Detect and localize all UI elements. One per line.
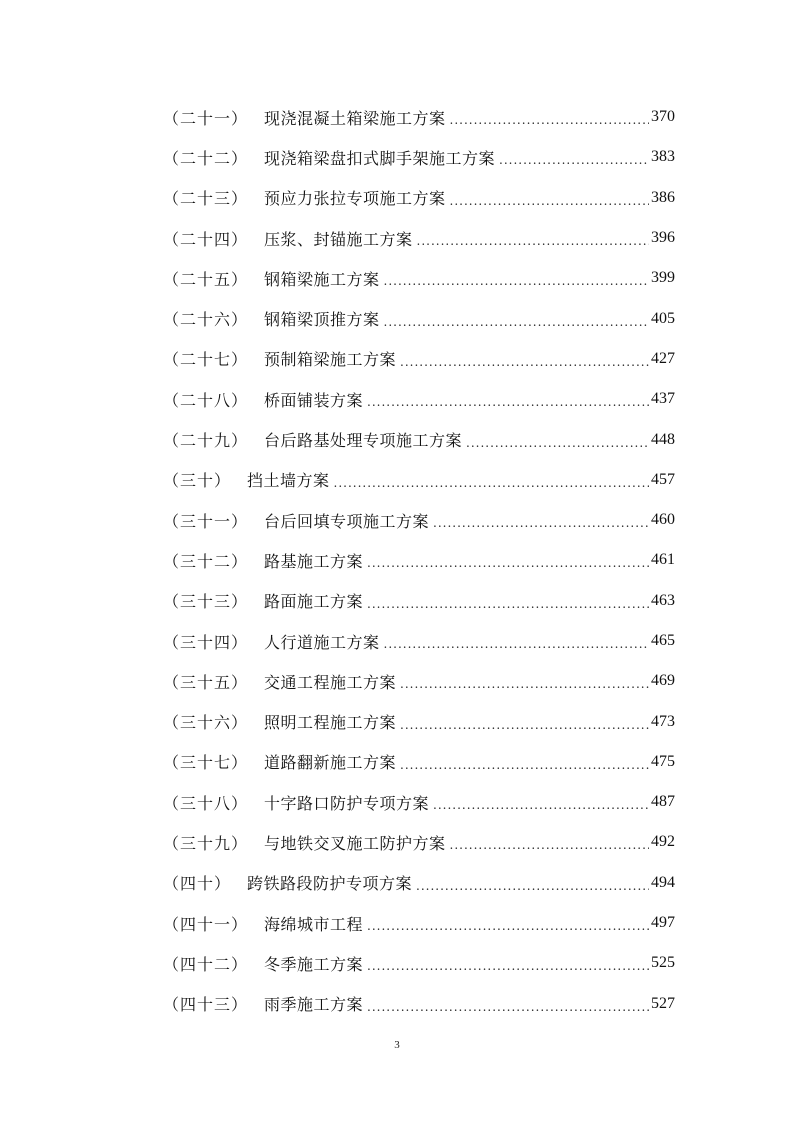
toc-entry[interactable] [163,701,675,741]
toc-entry-title: 路基施工方案 [264,551,364,571]
toc-entry-number: （三十三） [163,592,249,612]
toc-entry-page: 525 [651,954,675,972]
toc-entry-number: （二十一） [163,108,249,128]
page-number: 3 [394,1039,400,1051]
toc-entry-page: 487 [651,793,675,811]
toc-entry[interactable] [163,419,675,459]
toc-entry-number: （三十） [163,471,232,491]
toc-entry-page: 461 [651,551,675,569]
toc-entry-title: 挡土墙方案 [247,471,330,491]
toc-entry-page: 396 [651,229,675,247]
toc-entry[interactable] [163,97,675,137]
toc-leader-dots [334,476,649,490]
toc-entry-title: 钢箱梁施工方案 [264,269,380,289]
toc-entry-page: 427 [651,349,675,367]
table-of-contents [163,97,675,1024]
toc-leader-dots [416,879,649,893]
toc-entry-title: 钢箱梁顶推方案 [264,310,380,330]
toc-entry[interactable] [163,460,675,500]
toc-entry-page: 386 [651,188,675,206]
toc-entry[interactable] [163,258,675,298]
toc-entry[interactable] [163,863,675,903]
toc-entry-title: 压浆、封锚施工方案 [264,229,413,249]
toc-entry-page: 473 [651,712,675,730]
toc-entry-number: （二十五） [163,269,249,289]
toc-leader-dots [367,919,649,933]
toc-entry-number: （二十二） [163,148,249,168]
toc-entry-title: 现浇混凝土箱梁施工方案 [264,108,446,128]
toc-leader-dots [450,838,649,852]
toc-entry-title: 海绵城市工程 [264,914,364,934]
toc-entry-title: 交通工程施工方案 [264,672,397,692]
toc-leader-dots [450,194,649,208]
toc-entry-title: 桥面铺装方案 [264,390,364,410]
toc-entry[interactable] [163,822,675,862]
toc-entry-page: 527 [651,994,675,1012]
toc-list [163,97,675,1024]
toc-entry-title: 预应力张拉专项施工方案 [264,189,446,209]
toc-leader-dots [367,556,649,570]
toc-leader-dots [450,113,649,127]
toc-entry[interactable] [163,943,675,983]
toc-entry-number: （四十一） [163,914,249,934]
toc-entry-title: 人行道施工方案 [264,632,380,652]
toc-entry-page: 383 [651,148,675,166]
toc-entry-title: 雨季施工方案 [264,995,364,1015]
toc-leader-dots [400,718,649,732]
toc-leader-dots [367,597,649,611]
toc-leader-dots [367,959,649,973]
toc-entry-page: 494 [651,873,675,891]
toc-entry-number: （三十一） [163,511,249,531]
toc-entry-title: 现浇箱梁盘扣式脚手架施工方案 [264,148,496,168]
toc-entry-number: （三十四） [163,632,249,652]
toc-entry-number: （二十八） [163,390,249,410]
toc-entry-title: 预制箱梁施工方案 [264,350,397,370]
toc-entry[interactable] [163,903,675,943]
toc-entry-page: 457 [651,470,675,488]
toc-entry[interactable] [163,782,675,822]
toc-entry-number: （四十三） [163,995,249,1015]
toc-entry[interactable] [163,218,675,258]
toc-leader-dots [417,234,649,248]
toc-entry-title: 台后路基处理专项施工方案 [264,431,463,451]
toc-entry-page: 405 [651,309,675,327]
toc-leader-dots [400,758,649,772]
toc-entry[interactable] [163,339,675,379]
toc-entry-page: 465 [651,632,675,649]
toc-entry-page: 460 [651,511,675,529]
toc-entry[interactable] [163,137,675,177]
toc-entry-page: 469 [651,672,675,690]
toc-leader-dots [400,355,649,369]
toc-entry[interactable] [163,581,675,621]
toc-entry-number: （三十九） [163,833,249,853]
toc-entry-page: 492 [651,833,675,851]
toc-entry[interactable] [163,621,675,661]
toc-entry-page: 437 [651,390,675,408]
toc-entry[interactable] [163,540,675,580]
toc-entry[interactable] [163,500,675,540]
toc-entry-number: （二十七） [163,350,249,370]
toc-leader-dots [433,516,649,530]
toc-entry-title: 道路翻新施工方案 [264,753,397,773]
toc-entry-number: （二十四） [163,229,249,249]
toc-entry-page: 399 [651,269,675,287]
toc-entry-title: 冬季施工方案 [264,954,364,974]
toc-entry-number: （四十） [163,874,232,894]
toc-entry-page: 463 [651,591,675,609]
toc-entry-number: （三十八） [163,793,249,813]
toc-entry[interactable] [163,379,675,419]
toc-entry[interactable] [163,984,675,1024]
toc-leader-dots [499,153,649,167]
toc-entry-number: （三十七） [163,753,249,773]
toc-entry-page: 497 [651,914,675,932]
toc-entry-number: （三十五） [163,672,249,692]
toc-leader-dots [466,436,649,450]
toc-leader-dots [384,315,649,329]
toc-entry-page: 448 [651,430,675,448]
toc-entry-number: （三十六） [163,713,249,733]
toc-entry-title: 跨铁路段防护专项方案 [247,874,413,894]
toc-entry-title: 与地铁交叉施工防护方案 [264,833,446,853]
toc-entry[interactable] [163,742,675,782]
toc-leader-dots [433,798,649,812]
toc-entry[interactable] [163,298,675,338]
toc-entry-number: （二十九） [163,431,249,451]
toc-leader-dots [400,677,649,691]
toc-entry-number: （二十六） [163,310,249,330]
toc-entry-page: 370 [651,108,675,126]
toc-entry-page: 475 [651,752,675,770]
toc-leader-dots [384,637,649,651]
toc-entry-title: 照明工程施工方案 [264,713,397,733]
toc-entry-title: 路面施工方案 [264,592,364,612]
toc-entry[interactable] [163,661,675,701]
toc-leader-dots [367,1000,649,1014]
toc-leader-dots [384,274,649,288]
toc-entry[interactable] [163,178,675,218]
toc-entry-title: 台后回填专项施工方案 [264,511,430,531]
toc-entry-number: （二十三） [163,189,249,209]
toc-entry-number: （四十二） [163,954,249,974]
toc-entry-number: （三十二） [163,551,249,571]
toc-entry-title: 十字路口防护专项方案 [264,793,430,813]
toc-leader-dots [367,395,649,409]
